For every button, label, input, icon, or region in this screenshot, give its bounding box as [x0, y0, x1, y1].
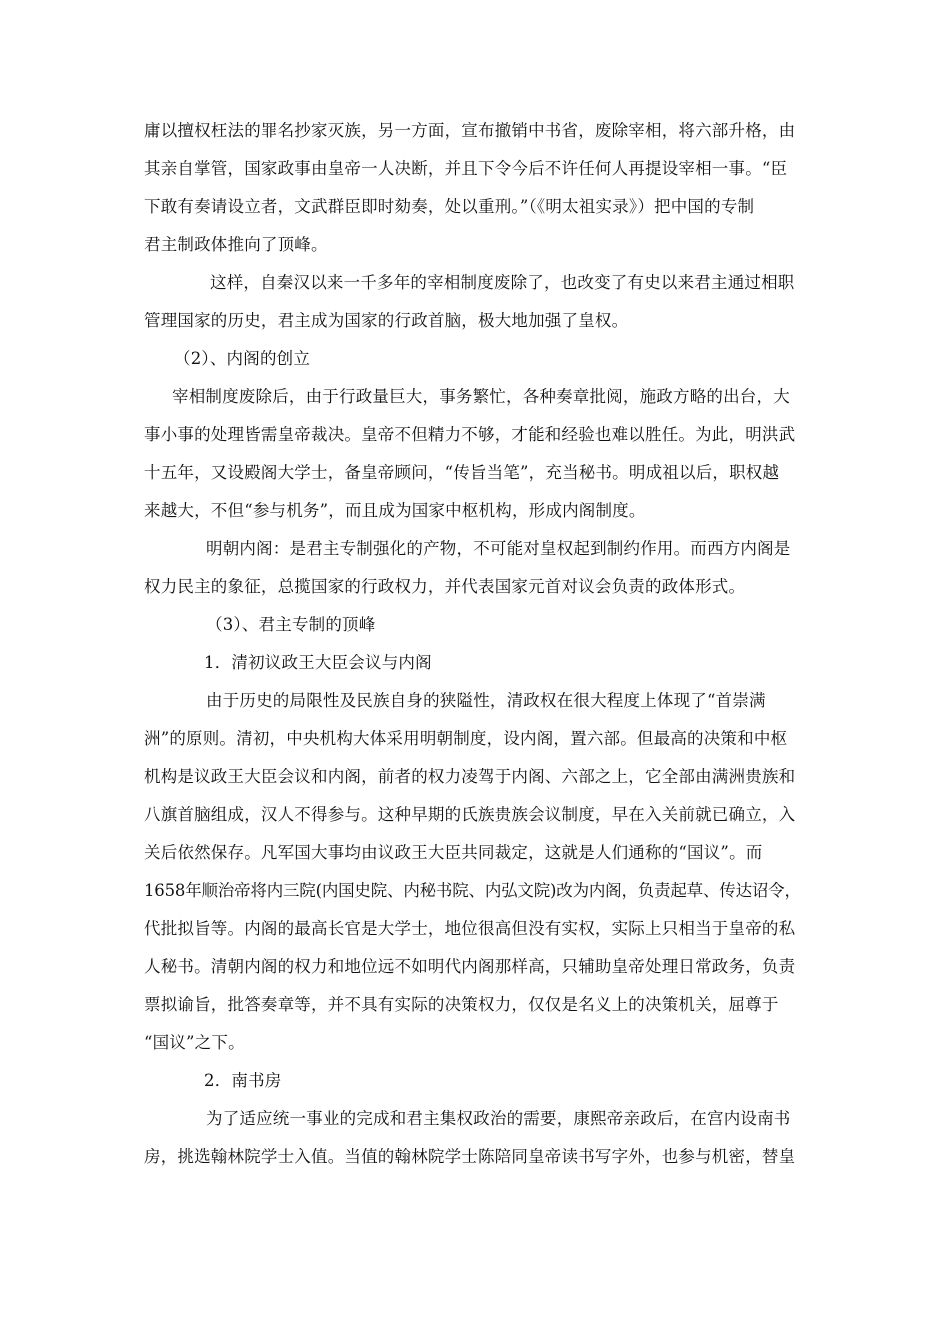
section-heading: （2）、内阁的创立: [174, 349, 311, 368]
text-line: 代批拟旨等。内阁的最高长官是大学士，地位很高但没有实权，实际上只相当于皇帝的私: [144, 919, 796, 938]
section-heading: （3）、君主专制的顶峰: [206, 615, 376, 634]
text-line: 下敢有奏请设立者，文武群臣即时劾奏，处以重刑。”（《明太祖实录》）把中国的专制: [144, 197, 755, 216]
text-line: 宰相制度废除后，由于行政量巨大，事务繁忙，各种奏章批阅，施政方略的出台，大: [172, 387, 790, 406]
text-line: 权力民主的象征，总揽国家的行政权力，并代表国家元首对议会负责的政体形式。: [144, 577, 746, 596]
text-line: 庸以擅权枉法的罪名抄家灭族，另一方面，宣布撤销中书省，废除宰相，将六部升格，由: [144, 121, 796, 140]
subsection-heading: 2．南书房: [204, 1071, 282, 1090]
body-text: [144, 112, 806, 1176]
text-line: 洲”的原则。清初，中央机构大体采用明朝制度，设内阁，置六部。但最高的决策和中枢: [144, 729, 788, 748]
text-line: 由于历史的局限性及民族自身的狭隘性，清政权在很大程度上体现了“首崇满: [206, 691, 766, 710]
text-line: 机构是议政王大臣会议和内阁，前者的权力凌驾于内阁、六部之上，它全部由满洲贵族和: [144, 767, 796, 786]
text-line: 票拟谕旨，批答奏章等，并不具有实际的决策权力，仅仅是名义上的决策机关，屈尊于: [144, 995, 779, 1014]
text-line: 房，挑选翰林院学士入值。当值的翰林院学士陈陪同皇帝读书写字外，也参与机密，替皇: [144, 1147, 796, 1166]
text-line: 关后依然保存。凡军国大事均由议政王大臣共同裁定，这就是人们通称的“国议”。而: [144, 843, 763, 862]
text-line: 这样，自秦汉以来一千多年的宰相制度废除了，也改变了有史以来君主通过相职: [210, 273, 795, 292]
text-line: 为了适应统一事业的完成和君主集权政治的需要，康熙帝亲政后，在宫内设南书: [206, 1109, 791, 1128]
text-line: 明朝内阁：是君主专制强化的产物，不可能对皇权起到制约作用。而西方内阁是: [206, 539, 791, 558]
subsection-heading: 1．清初议政王大臣会议与内阁: [204, 653, 432, 672]
text-line: 1658年顺治帝将内三院(内国史院、内秘书院、内弘文院)改为内阁，负责起草、传达诏令，: [144, 881, 801, 900]
text-line: “国议”之下。: [144, 1033, 245, 1052]
text-line: 其亲自掌管，国家政事由皇帝一人决断，并且下令今后不许任何人再提设宰相一事。“臣: [144, 159, 788, 178]
text-line: 人秘书。清朝内阁的权力和地位远不如明代内阁那样高，只辅助皇帝处理日常政务，负责: [144, 957, 796, 976]
text-line: 八旗首脑组成，汉人不得参与。这种早期的氏族贵族会议制度，早在入关前就已确立，入: [144, 805, 796, 824]
text-line: 来越大，不但“参与机务”，而且成为国家中枢机构，形成内阁制度。: [144, 501, 646, 520]
text-line: 十五年，又设殿阁大学士，备皇帝顾问，“传旨当笔”，充当秘书。明成祖以后，职权越: [144, 463, 780, 482]
text-line: 管理国家的历史，君主成为国家的行政首脑，极大地加强了皇权。: [144, 311, 629, 330]
text-line: 君主制政体推向了顶峰。: [144, 235, 328, 254]
text-line: 事小事的处理皆需皇帝裁决。皇帝不但精力不够，才能和经验也难以胜任。为此，明洪武: [144, 425, 796, 444]
